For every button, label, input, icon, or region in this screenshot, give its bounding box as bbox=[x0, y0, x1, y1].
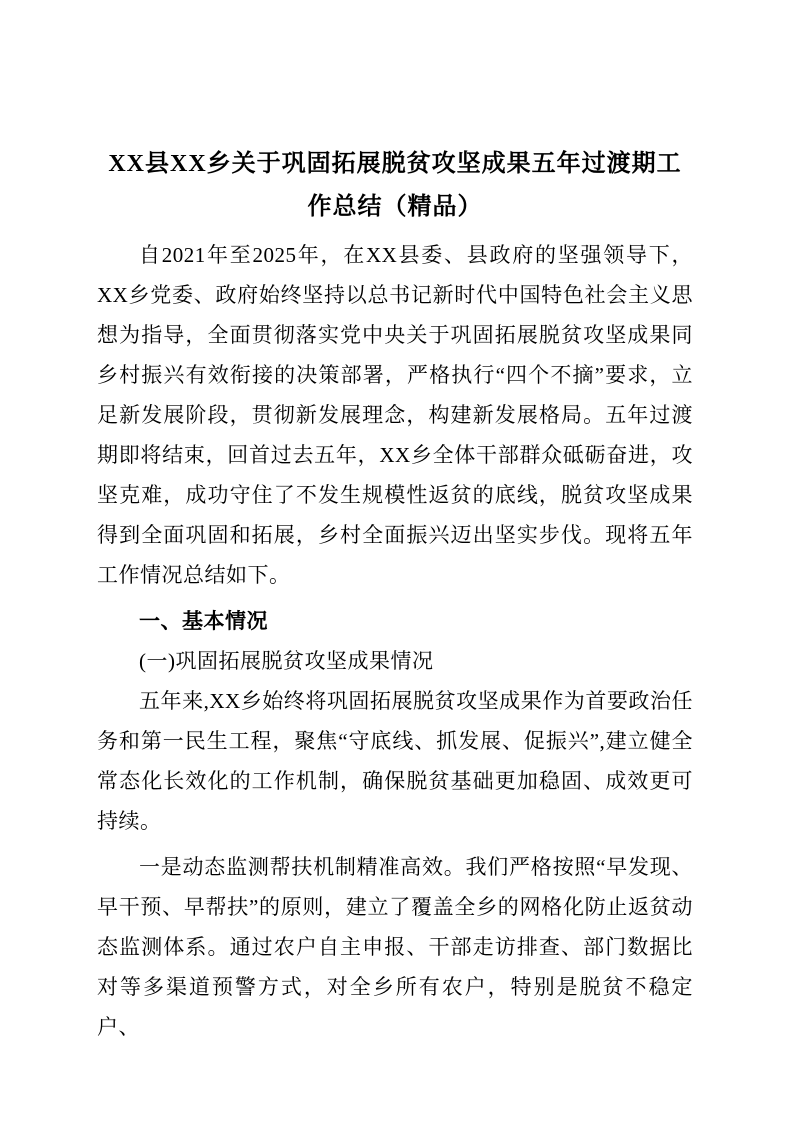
section-heading-basic-situation: 一、基本情况 bbox=[139, 609, 268, 633]
subsection-heading-poverty-alleviation-results: (一)巩固拓展脱贫攻坚成果情况 bbox=[139, 649, 434, 673]
paragraph-dynamic-monitoring: 一是动态监测帮扶机制精准高效。我们严格按照“早发现、早干预、早帮扶”的原则，建立了覆盖全乡的网格化防止返贫动态监测体系。通过农户自主申报、干部走访排查、部门数据比对等多渠道预警方式，对全乡所有农户，特别是脱贫不稳定户、 bbox=[97, 855, 693, 1039]
paragraph-intro: 自2021年至2025年，在XX县委、县政府的坚强领导下，XX乡党委、政府始终坚持以总书记新时代中国特色社会主义思想为指导，全面贯彻落实党中央关于巩固拓展脱贫攻坚成果同乡村振兴有效衔接的决策部署，严格执行“四个不摘”要求，立足新发展阶段，贯彻新发展理念，构建新发展格局。五年过渡期即将结束，回首过去五年，XX乡全体干部群众砥砺奋进，攻坚克难，成功守住了不发生规模性返贫的底线，脱贫攻坚成果得到全面巩固和拓展，乡村全面振兴迈出坚实步伐。现将五年工作情况总结如下。 bbox=[97, 243, 693, 587]
document-title: XX县XX乡关于巩固拓展脱贫攻坚成果五年过渡期工作总结（精品） bbox=[108, 151, 682, 220]
paragraph-five-years-overview: 五年来,XX乡始终将巩固拓展脱贫攻坚成果作为首要政治任务和第一民生工程，聚焦“守底线、抓发展、促振兴”,建立健全常态化长效化的工作机制，确保脱贫基础更加稳固、成效更可持续。 bbox=[97, 689, 693, 833]
